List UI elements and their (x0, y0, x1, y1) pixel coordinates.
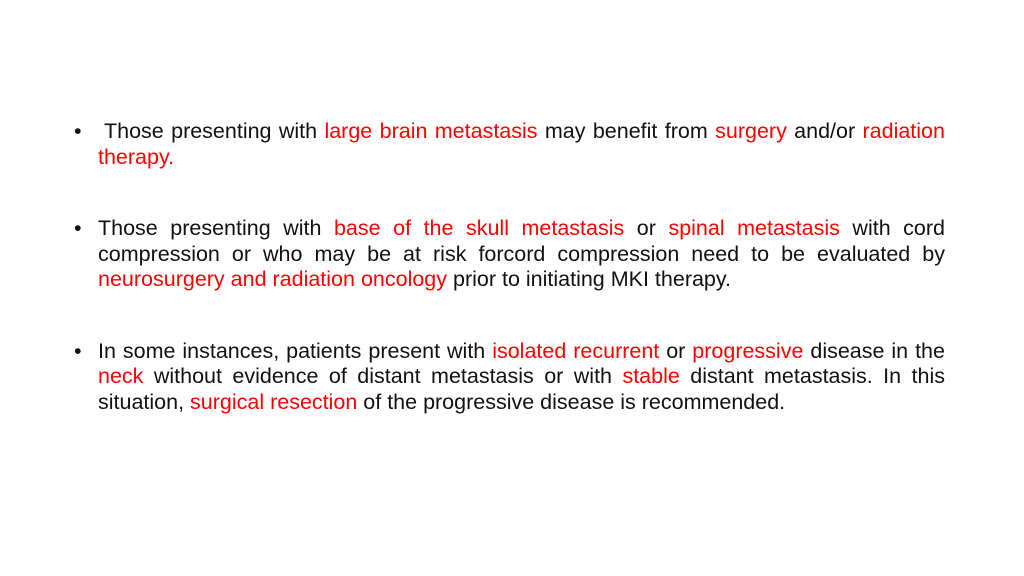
highlighted-term: neck (98, 364, 144, 388)
bullet-text-segment: prior to initiating MKI therapy. (447, 267, 732, 291)
bullet-text-segment: of the progressive disease is recommended. (357, 389, 786, 414)
bullet-text-segment: with cord compression or who may be at risk forcord compression need to be evaluated by (98, 216, 945, 266)
bullet-text-segment: distant metastasis. In this situation, (98, 364, 945, 414)
bullet-text-segment: In some instances, patients present with (98, 338, 493, 363)
bullet-text-segment: or (659, 338, 693, 363)
bullet-dot-icon: • (74, 216, 82, 240)
highlighted-term: base of the skull metastasis (333, 216, 625, 240)
bullet-dot-icon: • (74, 338, 82, 363)
bullet-item-brain-metastasis (74, 119, 945, 170)
bullet-text-segment: and/or (786, 119, 863, 143)
bullet-item-skull-spinal-metastasis (74, 216, 945, 293)
highlighted-term: spinal metastasis (668, 216, 840, 240)
highlighted-term: progressive (692, 338, 804, 363)
bullet-text-segment: may benefit from (537, 119, 716, 143)
highlighted-term: surgical resection (190, 389, 358, 414)
bullet-text-segment: without evidence of distant metastasis or with (143, 364, 623, 388)
bullet-item-neck-recurrence (74, 339, 945, 416)
highlighted-term: radiation therapy. (98, 119, 945, 169)
highlighted-term: neurosurgery and radiation oncology (98, 267, 448, 291)
highlighted-term: large brain metastasis (324, 119, 538, 143)
highlighted-term: isolated recurrent (492, 338, 660, 363)
bullet-text-segment: disease in the (803, 338, 945, 363)
highlighted-term: stable (622, 364, 680, 388)
bullet-list (74, 119, 945, 415)
bullet-text-segment: Those presenting with (104, 119, 325, 143)
bullet-text-segment: or (624, 216, 669, 240)
bullet-text-segment: Those presenting with (98, 216, 334, 240)
highlighted-term: surgery (715, 119, 787, 143)
bullet-dot-icon: • (74, 119, 82, 143)
